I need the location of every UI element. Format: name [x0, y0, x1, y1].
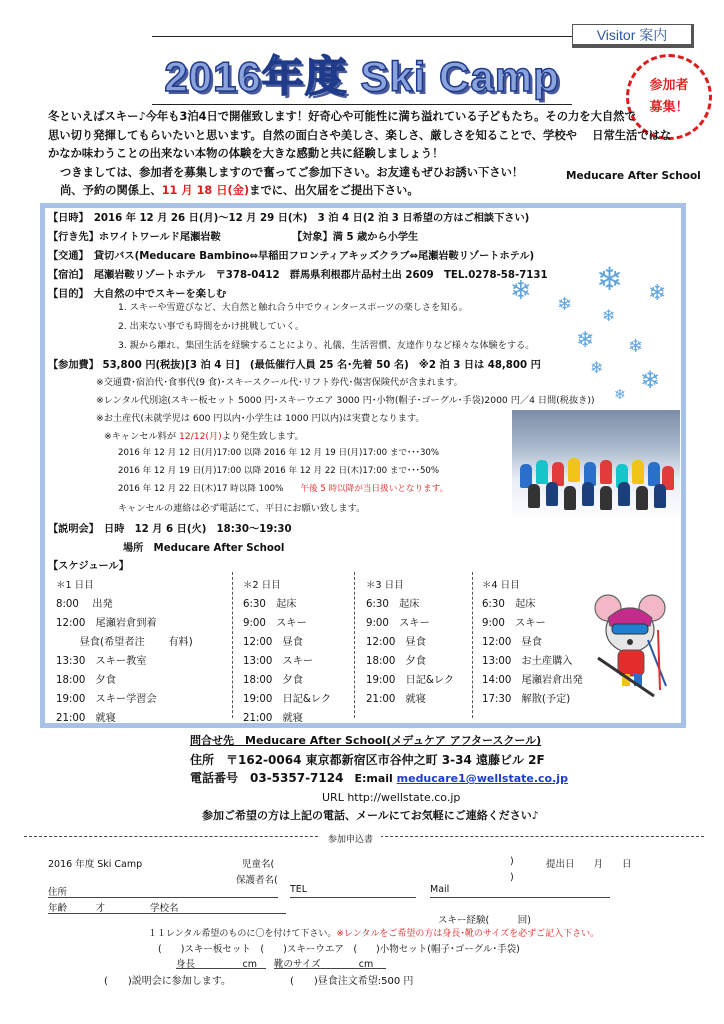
child-name-close: )	[510, 856, 514, 867]
stamp-line-2: 募集！	[649, 100, 689, 115]
snowflake-icon: ❄	[614, 387, 626, 403]
intro-p3: かなか味わうことの出来ない本物の体験を大きな感動と共に経験しましょう！	[48, 147, 444, 160]
contact-heading: 問合せ先 Meducare After School(メデュケア アフタースクール)	[190, 734, 542, 747]
detail-target: 【対象】満 5 歳から小学生	[292, 232, 419, 243]
detail-date: 【日時】 2016 年 12 月 26 日(月)～12 月 29 日(木) 3 泊 4 日(2 泊 3 日希望の方はご相談下さい)	[48, 213, 530, 224]
schedule-item: 8:00 出発	[56, 599, 113, 610]
rental-note-text: １１レンタル希望のものに〇を付けて下さい。	[148, 929, 337, 939]
detail-lodging: 【宿泊】 尾瀬岩鞍リゾートホテル 〒378-0412 群馬県利根郡片品村土出 2609 TEL.0278-58-7131	[48, 270, 548, 281]
day-heading: ＊2 日目	[243, 580, 281, 591]
detail-destination: 【行き先】ホワイトワールド尾瀬岩鞍	[48, 232, 221, 243]
schedule-item: 21:00 就寝	[243, 713, 303, 724]
intro-p2: 思い切り発揮してもらいたいと思います。自然の面白さや美しさ、楽しさ、厳しさを知ることで、学校や 日常生活ではな	[48, 128, 672, 142]
goal-item: 2. 出来ない事でも時間をかけ挑戦していく。	[118, 321, 305, 332]
briefing-place: 場所 Meducare After School	[123, 543, 285, 554]
schedule-item: 9:00 スキー	[243, 618, 307, 629]
schedule-item: 19:00 日記&レク	[366, 675, 455, 686]
schedule-item: 17:30 解散(予定)	[482, 694, 571, 705]
schedule-item: 12:00 昼食	[243, 637, 303, 648]
cancel-pre: ※キャンセル料が	[104, 431, 179, 442]
rental-note	[148, 926, 599, 939]
column-divider	[232, 572, 233, 718]
day-heading: ＊3 日目	[366, 580, 404, 591]
schedule-item: 18:00 夕食	[243, 675, 303, 686]
age-label: 年齢 才	[48, 903, 106, 914]
schedule-item: 13:00 お土産購入	[482, 656, 573, 667]
schedule-item: 18:00 夕食	[366, 656, 426, 667]
detail-transport: 【交通】 貸切バス(Meducare Bambino⇔早稲田フロンティアキッズクラブ⇔尾瀬岩鞍リゾートホテル)	[48, 251, 535, 262]
child-name-label: 児童名(	[242, 859, 275, 870]
visitor-badge: Visitor 案内	[572, 24, 694, 48]
address-field[interactable]	[48, 897, 278, 898]
ski-experience: スキー経験( 回)	[438, 915, 531, 926]
schedule-item: 13:30 スキー教室	[56, 656, 147, 667]
fee-note: ※お土産代(未就学児は 600 円以内･小学生は 1000 円以内)は実費となります。	[96, 413, 425, 424]
day-heading: ＊4 日目	[482, 580, 520, 591]
day-heading: ＊1 日目	[56, 580, 94, 591]
snowflake-icon: ❄	[628, 336, 644, 357]
schedule-day-4	[482, 576, 583, 709]
fee-note: ※交通費･宿泊代･食事代(9 食)･スキースクール代･リフト券代･傷害保険代が含まれます。	[96, 377, 463, 388]
tel-field[interactable]	[290, 897, 416, 898]
title-rule	[152, 104, 572, 105]
rental-options[interactable]: ( )スキー板セット ( )スキーウエア ( )小物セット(帽子･ゴーグル･手袋)	[158, 944, 520, 955]
lunch-order-checkbox[interactable]: ( )昼食注文希望:500 円	[290, 976, 414, 987]
schedule-day-2	[243, 576, 331, 728]
briefing-attend-checkbox[interactable]: ( )説明会に参加します。	[104, 976, 232, 987]
schedule-item: 13:00 スキー	[243, 656, 314, 667]
snowflake-icon: ❄	[596, 260, 623, 298]
fee-note: ※レンタル代別途(スキー板セット 5000 円･スキーウエア 3000 円･小物(帽子･ゴーグル･手袋)2000 円／4 日間(税抜き))	[96, 395, 595, 406]
schedule-item: 21:00 就寝	[56, 713, 116, 724]
schedule-item: 21:00 就寝	[366, 694, 426, 705]
snowflake-icon: ❄	[576, 328, 595, 353]
column-divider	[354, 572, 355, 718]
guardian-name-close: )	[510, 872, 514, 883]
cancel-row: 2016 年 12 月 12 日(月)17:00 以降 2016 年 12 月 19 日(月)17:00 まで･･･30%	[118, 448, 440, 458]
email-link[interactable]: meducare1@wellstate.co.jp	[396, 772, 568, 785]
form-event: 2016 年度 Ski Camp	[48, 859, 143, 870]
tel-label: TEL	[290, 884, 308, 895]
schedule-item: 昼食(希望者注 有料)	[56, 637, 193, 648]
contact-url[interactable]: URL http://wellstate.co.jp	[322, 790, 461, 804]
cancel-red-note: 午後 5 時以降が当日扱いとなります。	[300, 484, 449, 494]
schedule-item: 12:00 昼食	[366, 637, 426, 648]
submit-date-label: 提出日 月 日	[546, 859, 632, 870]
cancel-post: より発生致します。	[221, 431, 304, 442]
intro-p5-pre: 尚、予約の関係上、	[60, 184, 162, 197]
age-school-field[interactable]	[48, 913, 286, 914]
snowflake-icon: ❄	[510, 276, 532, 306]
column-divider	[472, 572, 473, 718]
detail-briefing: 【説明会】 日時 12 月 6 日(火) 18:30～19:30	[48, 524, 292, 535]
contact-closing: 参加ご希望の方は上記の電話、メールにてお気軽にご連絡ください♪	[202, 809, 539, 822]
schedule-label: 【スケジュール】	[48, 561, 129, 572]
schedule-item: 18:00 夕食	[56, 675, 116, 686]
deadline-date: 11 月 18 日(金)	[161, 184, 250, 197]
schedule-item: 9:00 スキー	[482, 618, 546, 629]
contact-phone-email	[190, 769, 568, 789]
cancel-row	[118, 482, 448, 494]
cancel-intro	[104, 428, 304, 442]
mail-field[interactable]	[430, 897, 610, 898]
goal-item: 1. スキーや雪遊びなど、大自然と触れ合う中でウィンタースポーツの楽しさを知る。	[118, 302, 468, 313]
schedule-item: 12:00 尾瀬岩倉到着	[56, 618, 157, 629]
schedule-item: 6:30 起床	[243, 599, 297, 610]
intro-text	[48, 108, 696, 201]
intro-p4: つきましては、参加者を募集しますので奮ってご参加下さい。お友達もぜひお誘い下さい！	[60, 165, 524, 179]
shoe-size-field[interactable]: 靴のサイズ cm	[274, 959, 374, 970]
snowflake-icon: ❄	[640, 366, 661, 394]
schedule-item: 9:00 スキー	[366, 618, 430, 629]
detail-fee: 【参加費】 53,800 円(税抜)[3 泊 4 日] (最低催行人員 25 名･先着 50 名) ※2 泊 3 日は 48,800 円	[48, 360, 541, 371]
goal-item: 3. 親から離れ、集団生活を経験することにより、礼儀、生活習慣、友達作りなど様々な体験をする。	[118, 340, 535, 351]
snowflake-icon: ❄	[590, 358, 604, 377]
schedule-item: 6:30 起床	[366, 599, 420, 610]
snowflake-icon: ❄	[648, 281, 667, 306]
detail-purpose: 【目的】 大自然の中でスキーを楽しむ	[48, 289, 227, 300]
sender-name: Meducare After School	[566, 170, 701, 182]
form-title: 参加申込書	[320, 832, 381, 845]
rental-red-note: ※レンタルをご希望の方は身長･靴のサイズを必ずご記入下さい。	[336, 929, 600, 939]
contact-address: 住所 〒162-0064 東京都新宿区市谷仲之町 3-34 遠藤ビル 2F	[190, 752, 545, 767]
cancel-row-text: 2016 年 12 月 22 日(木)17 時以降 100%	[118, 484, 284, 494]
skiing-mouse-mascot-icon	[592, 590, 672, 700]
schedule-item: 19:00 スキー学習会	[56, 694, 157, 705]
schedule-day-1	[56, 576, 193, 728]
schedule-item: 6:30 起床	[482, 599, 536, 610]
mail-label: Mail	[430, 884, 450, 895]
schedule-item: 12:00 昼食	[482, 637, 542, 648]
snowflake-icon: ❄	[602, 306, 616, 325]
cancel-contact: キャンセルの連絡は必ず電話にて、平日にお願い致します。	[118, 503, 366, 514]
height-field[interactable]: 身長 cm	[176, 959, 257, 970]
stamp-line-1: 参加者	[649, 78, 689, 93]
contact-phone: 電話番号 03-5357-7124	[190, 771, 344, 785]
address-label: 住所	[48, 887, 68, 898]
height-underline	[176, 968, 266, 969]
contact-block	[190, 732, 568, 826]
cancel-row: 2016 年 12 月 19 日(月)17:00 以降 2016 年 12 月 22 日(木)17:00 まで･･･50%	[118, 466, 440, 476]
page-title: 2016年度 Ski Camp	[164, 53, 560, 100]
header-rule	[152, 36, 572, 37]
intro-p5-post: までに、出欠届をご提出下さい。	[249, 184, 419, 197]
shoe-underline	[274, 968, 386, 969]
cancel-start-date: 12/12(月)	[178, 431, 222, 442]
intro-p1: 冬といえばスキー♪今年も3泊4日で開催致します！好奇心や可能性に満ち溢れている子どもたち。その力を大自然で	[48, 110, 636, 123]
group-photo	[512, 410, 680, 522]
schedule-item: 19:00 日記&レク	[243, 694, 332, 705]
guardian-name-label: 保護者名(	[236, 875, 278, 886]
intro-p5	[48, 182, 696, 201]
snowflake-icon: ❄	[557, 294, 573, 315]
schedule-item: 14:00 尾瀬岩倉出発	[482, 675, 583, 686]
schedule-day-3	[366, 576, 454, 709]
school-label: 学校名	[150, 903, 179, 914]
email-label: E:mail	[354, 772, 397, 785]
